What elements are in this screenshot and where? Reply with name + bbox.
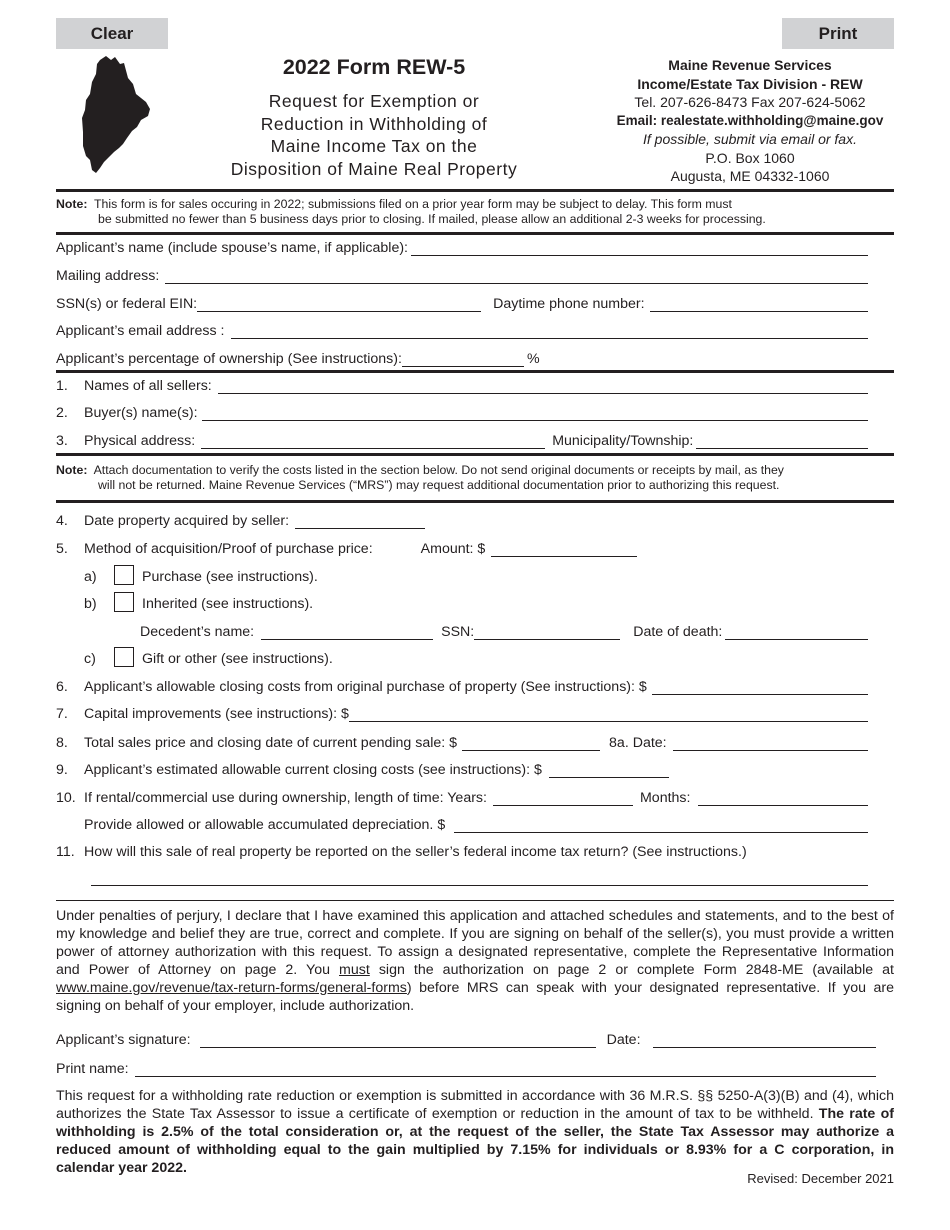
line-number: 3. <box>56 433 68 449</box>
date-of-death-label: Date of death: <box>633 624 723 640</box>
subtitle-line: Maine Income Tax on the <box>270 136 478 156</box>
municipality-field[interactable] <box>696 433 868 449</box>
rental-months-field[interactable] <box>698 790 868 806</box>
maine-state-logo <box>80 54 160 176</box>
rental-years-label: If rental/commercial use during ownership, length of time: Years: <box>84 790 487 806</box>
agency-info <box>600 56 900 186</box>
email-row <box>56 319 868 339</box>
note-text: This form is for sales occuring in 2022; submissions filed on a prior year form may be subject to delay. This form must <box>94 197 732 211</box>
ssn-phone-row <box>56 292 868 312</box>
form-title: 2022 Form REW-5 <box>282 55 466 79</box>
phone-field[interactable] <box>650 296 868 312</box>
line-7-row <box>56 702 868 722</box>
ownership-unit: % <box>526 351 540 367</box>
current-closing-costs-label: Applicant’s estimated allowable current closing costs (see instructions): $ <box>84 762 542 778</box>
clear-button[interactable]: Clear <box>56 18 168 49</box>
ssn-label: SSN(s) or federal EIN: <box>56 296 198 312</box>
note-text: will not be returned. Maine Revenue Services (“MRS”) may request additional documentation prior to authorizing this request. <box>98 478 780 492</box>
line-number: 8. <box>56 735 68 751</box>
decedent-name-field[interactable] <box>261 624 433 640</box>
note-text: Attach documentation to verify the costs listed in the section below. Do not send original documents or receipts by mail, as they <box>93 463 784 477</box>
agency-email: Email: realestate.withholding@maine.gov <box>616 112 884 128</box>
buyers-field[interactable] <box>202 405 868 421</box>
inherited-label: Inherited (see instructions). <box>142 596 314 612</box>
print-name-row <box>56 1057 876 1077</box>
option-c-row <box>84 647 868 667</box>
amount-field[interactable] <box>491 541 637 557</box>
email-label: Applicant’s email address : <box>56 323 225 339</box>
closing-costs-label: Applicant’s allowable closing costs from original purchase of property (See instructions): $ <box>84 679 647 695</box>
sales-price-label: Total sales price and closing date of current pending sale: $ <box>84 735 458 751</box>
ssn-field[interactable] <box>197 296 481 312</box>
mailing-address-label: Mailing address: <box>56 268 160 284</box>
form-subtitle <box>214 90 534 180</box>
statement-bold-text: The rate of withholding is 2.5% of the total consideration or, at the request of the seller, the State Tax Assessor may authorize a reduced amount of withholding equal to the gain multiplied by 7.15% for individuals or 8.93% for a C corporation, in calendar year 2022. <box>56 1106 894 1176</box>
line-1-row <box>56 374 868 394</box>
note-timing <box>56 197 894 227</box>
revision-date: Revised: December 2021 <box>747 1171 894 1186</box>
line-2-row <box>56 401 868 421</box>
line-9-row <box>56 758 868 778</box>
declaration-text: ) before MRS can speak with your designated representative. If you are signing on behalf of your employer, include authorization. <box>56 980 894 1014</box>
option-b-row <box>84 592 868 612</box>
gift-checkbox[interactable] <box>114 647 134 667</box>
physical-address-label: Physical address: <box>84 433 196 449</box>
statement-text: This request for a withholding rate reduction or exemption is submitted in accordance with 36 M.R.S. §§ 5250-A(3)(B) and (4), which authorizes the State Tax Assessor to issue a certificate of exemption or reduction in the amount of tax to be withheld. <box>56 1088 894 1122</box>
inherited-checkbox[interactable] <box>114 592 134 612</box>
rental-months-label: Months: <box>639 790 691 806</box>
divider <box>56 370 894 373</box>
option-a-row <box>84 565 868 585</box>
date-acquired-field[interactable] <box>295 513 425 529</box>
divider <box>56 232 894 235</box>
closing-date-field[interactable] <box>673 735 868 751</box>
print-button[interactable]: Print <box>782 18 894 49</box>
agency-name: Maine Revenue Services <box>668 57 832 73</box>
perjury-declaration <box>56 907 894 1015</box>
line-number: 2. <box>56 405 68 421</box>
acquisition-method-label: Method of acquisition/Proof of purchase price: <box>84 541 373 557</box>
depreciation-label: Provide allowed or allowable accumulated depreciation. $ <box>84 817 446 833</box>
sellers-label: Names of all sellers: <box>84 378 212 394</box>
option-letter: a) <box>84 569 97 585</box>
ownership-label: Applicant’s percentage of ownership (See instructions): <box>56 351 402 367</box>
print-name-field[interactable] <box>135 1061 876 1077</box>
withholding-statement <box>56 1087 894 1177</box>
decedent-row <box>140 620 868 640</box>
applicant-name-row <box>56 236 868 256</box>
line-number: 10. <box>56 790 76 806</box>
subtitle-line: Request for Exemption or <box>268 91 480 111</box>
signature-date-label: Date: <box>606 1032 641 1048</box>
declaration-text: Under penalties of perjury, I declare that I have examined this application and attached schedules and statements, and to the best of my knowledge and belief they are true, correct and complete. If you are signing on behalf of the seller(s), you must provide a written power of attorney authorization with this request. To assign a designated representative, complete the Representative Information and Power of Attorney on page 2. You <box>56 908 894 978</box>
date-of-death-field[interactable] <box>725 624 868 640</box>
municipality-label: Municipality/Township: <box>552 433 694 449</box>
amount-label: Amount: $ <box>420 541 486 557</box>
sales-price-field[interactable] <box>462 735 600 751</box>
current-closing-costs-field[interactable] <box>549 762 669 778</box>
ownership-field[interactable] <box>402 351 524 367</box>
divider <box>56 453 894 456</box>
note-documentation <box>56 463 894 493</box>
general-forms-link[interactable]: www.maine.gov/revenue/tax-return-forms/general-forms <box>56 980 407 996</box>
line-6-row <box>56 675 868 695</box>
agency-division: Income/Estate Tax Division - REW <box>637 75 863 92</box>
declaration-text: sign the authorization on page 2 or complete Form 2848-ME (available at <box>369 962 894 978</box>
option-letter: c) <box>84 651 96 667</box>
line-number: 9. <box>56 762 68 778</box>
line-number: 11. <box>56 844 75 860</box>
depreciation-field[interactable] <box>454 817 868 833</box>
decedent-ssn-field[interactable] <box>474 624 620 640</box>
applicant-name-label: Applicant’s name (include spouse’s name, if applicable): <box>56 240 408 256</box>
line-4-row <box>56 509 868 529</box>
rental-years-field[interactable] <box>493 790 633 806</box>
email-field[interactable] <box>231 323 869 339</box>
mailing-address-row <box>56 264 868 284</box>
tax-reporting-label: How will this sale of real property be reported on the seller’s federal income tax return? (See instructions.) <box>84 844 747 860</box>
purchase-checkbox[interactable] <box>114 565 134 585</box>
decedent-ssn-label: SSN: <box>441 624 475 640</box>
depreciation-row <box>84 813 868 833</box>
mailing-address-field[interactable] <box>165 268 868 284</box>
agency-city: Augusta, ME 04332-1060 <box>670 168 830 184</box>
gift-label: Gift or other (see instructions). <box>142 651 333 667</box>
line-11-row <box>56 840 868 860</box>
divider <box>56 500 894 503</box>
buyers-label: Buyer(s) name(s): <box>84 405 198 421</box>
line-8-row <box>56 731 868 751</box>
line-number: 5. <box>56 541 68 557</box>
line-number: 4. <box>56 513 68 529</box>
submit-note: If possible, submit via email or fax. <box>643 131 857 147</box>
line-3-row <box>56 429 868 449</box>
option-letter: b) <box>84 596 97 612</box>
signature-date-field[interactable] <box>653 1032 876 1048</box>
capital-improvements-label: Capital improvements (see instructions): $ <box>84 706 349 722</box>
note-text: be submitted no fewer than 5 business days prior to closing. If mailed, please allow an additional 2-3 weeks for processing. <box>98 212 766 226</box>
decedent-name-label: Decedent’s name: <box>140 624 255 640</box>
print-name-label: Print name: <box>56 1061 129 1077</box>
tax-reporting-field[interactable] <box>91 870 868 886</box>
divider <box>56 189 894 192</box>
line-number: 1. <box>56 378 68 394</box>
subtitle-line: Reduction in Withholding of <box>260 113 488 134</box>
note-label: Note: <box>56 463 88 477</box>
signature-field[interactable] <box>200 1032 596 1048</box>
phone-label: Daytime phone number: <box>493 296 645 312</box>
line-10-row <box>56 786 868 806</box>
purchase-label: Purchase (see instructions). <box>142 569 318 585</box>
note-label: Note: <box>56 197 88 211</box>
line-number: 7. <box>56 706 68 722</box>
signature-row <box>56 1028 876 1048</box>
sellers-field[interactable] <box>218 378 868 394</box>
closing-costs-field[interactable] <box>652 679 868 695</box>
line-5-row <box>56 537 868 557</box>
agency-po-box: P.O. Box 1060 <box>705 149 795 166</box>
applicant-name-field[interactable] <box>411 240 868 256</box>
agency-phone: Tel. 207-626-8473 Fax 207-624-5062 <box>634 94 866 110</box>
divider <box>56 900 894 901</box>
ownership-row <box>56 347 868 367</box>
signature-label: Applicant’s signature: <box>56 1032 191 1048</box>
physical-address-field[interactable] <box>201 433 545 449</box>
closing-date-label: 8a. Date: <box>609 735 667 751</box>
subtitle-line: Disposition of Maine Real Property <box>230 158 518 179</box>
declaration-emphasis: must <box>339 962 370 978</box>
date-acquired-label: Date property acquired by seller: <box>84 513 290 529</box>
capital-improvements-field[interactable] <box>349 706 868 722</box>
line-number: 6. <box>56 679 68 695</box>
